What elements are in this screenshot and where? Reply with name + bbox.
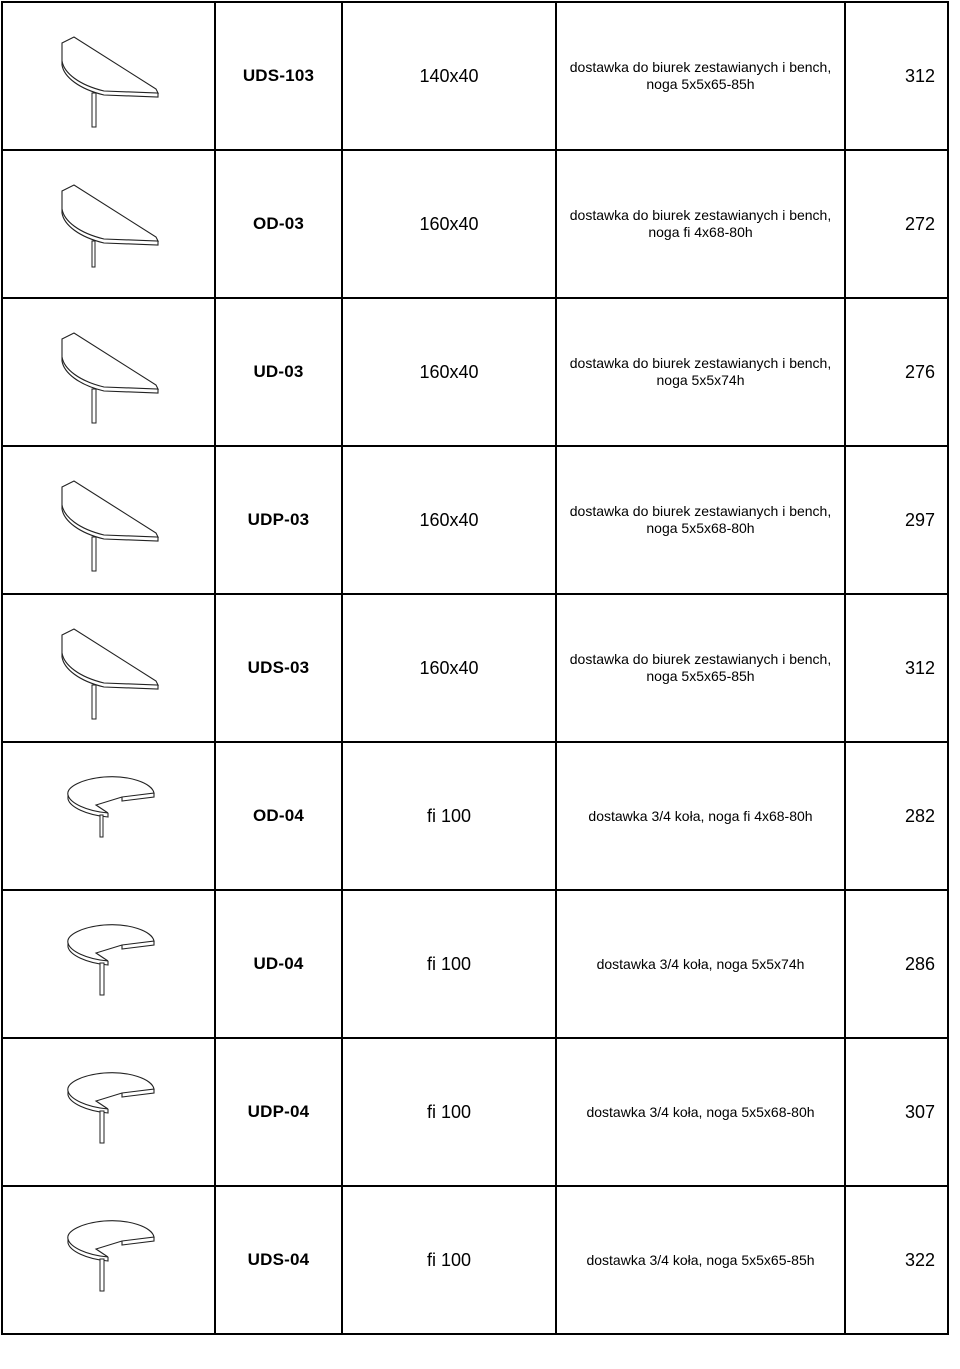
product-code: UDS-04 [247, 1250, 310, 1269]
product-code: OD-04 [252, 806, 305, 825]
product-dimension: fi 100 [426, 1101, 472, 1122]
product-row [2, 2, 948, 150]
product-description-line-1: dostawka 3/4 koła, noga fi 4x68-80h [588, 807, 813, 824]
product-dimension: 160x40 [419, 509, 479, 530]
product-row [2, 298, 948, 446]
half-round-table-drawing [34, 169, 184, 279]
product-price-cell [845, 1186, 948, 1334]
product-image-cell [2, 890, 215, 1038]
product-row [2, 446, 948, 594]
table-leg [92, 93, 96, 127]
product-dimension-cell [342, 742, 556, 890]
three-quarter-round-table-drawing [34, 1057, 184, 1167]
product-image-cell [2, 1038, 215, 1186]
half-round-table-drawing [34, 613, 184, 723]
half-round-table-drawing [34, 21, 184, 131]
product-description-cell [556, 446, 845, 594]
product-dimension-cell [342, 446, 556, 594]
product-description-cell [556, 1038, 845, 1186]
product-dimension: 160x40 [419, 213, 479, 234]
product-code-cell [215, 1186, 342, 1334]
product-price: 312 [904, 657, 935, 678]
product-description-line-2: noga 5x5x74h [656, 372, 745, 388]
product-price-cell [845, 1038, 948, 1186]
product-dimension-cell [342, 1186, 556, 1334]
product-description-line-1: dostawka do biurek zestawianych i bench, [569, 503, 832, 519]
product-price-cell [845, 2, 948, 150]
product-description-cell [556, 150, 845, 298]
product-description-cell [556, 594, 845, 742]
product-code: OD-03 [252, 214, 305, 233]
product-code: UDS-03 [247, 658, 310, 677]
product-table [1, 1, 949, 1335]
table-leg [92, 241, 95, 267]
product-price: 286 [904, 953, 935, 974]
product-description-cell [556, 890, 845, 1038]
product-code: UD-03 [253, 362, 304, 381]
product-description-cell [556, 2, 845, 150]
product-price-cell [845, 298, 948, 446]
table-top-three-quarter-shape [67, 925, 153, 961]
product-code-cell [215, 742, 342, 890]
product-description-line-1: dostawka 3/4 koła, noga 5x5x68-80h [586, 1103, 815, 1120]
table-top-half-shape [62, 333, 158, 389]
product-dimension-cell [342, 890, 556, 1038]
product-dimension: fi 100 [426, 1249, 472, 1270]
product-price: 282 [904, 805, 935, 826]
three-quarter-round-table-drawing [34, 761, 184, 871]
product-code: UDS-103 [242, 66, 315, 85]
table-leg [100, 1259, 104, 1291]
product-price-cell [845, 890, 948, 1038]
product-description-cell [556, 742, 845, 890]
product-dimension-cell [342, 594, 556, 742]
table-top-half-shape [62, 185, 158, 241]
table-leg [92, 389, 96, 423]
product-dimension-cell [342, 150, 556, 298]
product-code: UD-04 [253, 954, 304, 973]
product-description-line-1: dostawka do biurek zestawianych i bench, [569, 355, 832, 371]
product-code-cell [215, 150, 342, 298]
table-leg [100, 963, 104, 995]
product-dimension: 160x40 [419, 657, 479, 678]
product-price-cell [845, 742, 948, 890]
product-dimension-cell [342, 1038, 556, 1186]
product-price-cell [845, 150, 948, 298]
product-code: UDP-03 [247, 510, 310, 529]
table-top-three-quarter-shape [67, 1221, 153, 1257]
product-code: UDP-04 [247, 1102, 310, 1121]
product-image-cell [2, 2, 215, 150]
table-leg [92, 537, 96, 571]
product-dimension: fi 100 [426, 953, 472, 974]
three-quarter-round-table-drawing [34, 1205, 184, 1315]
product-description-line-2: noga 5x5x65-85h [646, 76, 755, 92]
product-description-cell [556, 1186, 845, 1334]
product-image-cell [2, 1186, 215, 1334]
product-price: 276 [904, 361, 935, 382]
product-price: 322 [904, 1249, 935, 1270]
product-row [2, 1038, 948, 1186]
product-image-cell [2, 150, 215, 298]
table-top-half-shape [62, 37, 158, 93]
product-price: 297 [904, 509, 935, 530]
half-round-table-drawing [34, 465, 184, 575]
product-code-cell [215, 594, 342, 742]
product-description-line-1: dostawka do biurek zestawianych i bench, [569, 207, 832, 223]
table-top-three-quarter-shape [67, 1073, 153, 1109]
product-image-cell [2, 446, 215, 594]
product-dimension-cell [342, 298, 556, 446]
product-row [2, 1186, 948, 1334]
product-code-cell [215, 298, 342, 446]
product-description-line-2: noga fi 4x68-80h [648, 224, 753, 240]
product-dimension: 160x40 [419, 361, 479, 382]
half-round-table-drawing [34, 317, 184, 427]
product-code-cell [215, 890, 342, 1038]
product-code-cell [215, 2, 342, 150]
product-dimension-cell [342, 2, 556, 150]
product-description-line-2: noga 5x5x68-80h [646, 520, 755, 536]
three-quarter-round-table-drawing [34, 909, 184, 1019]
product-row [2, 594, 948, 742]
product-price: 272 [904, 213, 935, 234]
table-top-half-shape [62, 481, 158, 537]
product-image-cell [2, 742, 215, 890]
table-top-half-shape [62, 629, 158, 685]
table-leg [92, 685, 96, 719]
product-description-line-1: dostawka do biurek zestawianych i bench, [569, 651, 832, 667]
table-top-three-quarter-shape [67, 777, 153, 813]
table-leg [100, 1111, 104, 1143]
product-price-cell [845, 594, 948, 742]
product-image-cell [2, 298, 215, 446]
product-description-line-1: dostawka 3/4 koła, noga 5x5x65-85h [586, 1251, 815, 1268]
product-image-cell [2, 594, 215, 742]
product-row [2, 890, 948, 1038]
product-code-cell [215, 1038, 342, 1186]
product-description-cell [556, 298, 845, 446]
product-dimension: 140x40 [419, 65, 479, 86]
table-leg [100, 815, 103, 837]
product-price-cell [845, 446, 948, 594]
product-row [2, 150, 948, 298]
product-description-line-2: noga 5x5x65-85h [646, 668, 755, 684]
product-description-line-1: dostawka 3/4 koła, noga 5x5x74h [596, 955, 805, 972]
product-price: 312 [904, 65, 935, 86]
product-dimension: fi 100 [426, 805, 472, 826]
product-row [2, 742, 948, 890]
product-description-line-1: dostawka do biurek zestawianych i bench, [569, 59, 832, 75]
product-price: 307 [904, 1101, 935, 1122]
product-code-cell [215, 446, 342, 594]
